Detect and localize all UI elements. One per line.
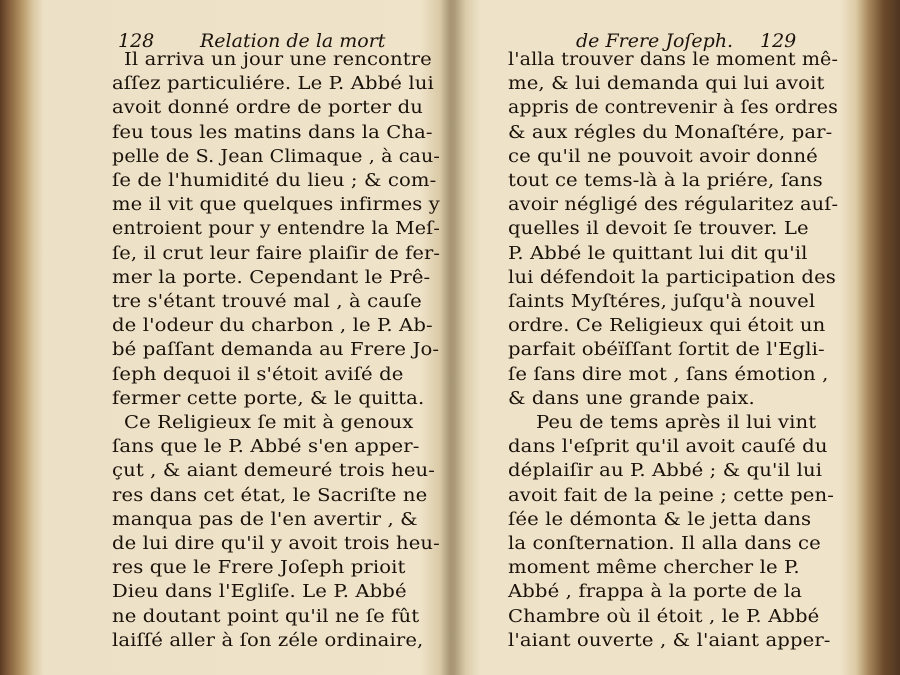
text-line: me, & lui demanda qui lui avoit (508, 74, 825, 95)
text-line: tre s'étant trouvé mal , à cauſe (112, 292, 422, 312)
text-line: avoit fait de la peine ; cette pen- (508, 485, 834, 506)
text-line: tout ce tems-là à la priére, ſans (508, 171, 823, 191)
text-line: Il arriva un jour une rencontre (124, 50, 432, 70)
text-line: ſeph dequoi il s'étoit aviſé de (112, 364, 404, 385)
text-line: la conſternation. Il alla dans ce (508, 534, 821, 554)
text-line: ſans que le P. Abbé s'en apper- (112, 437, 420, 458)
text-line: res dans cet état, le Sacriſte ne (112, 485, 428, 506)
text-line: manqua pas de l'en avertir , & (112, 509, 418, 530)
text-line: mer la porte. Cependant le Prê- (112, 267, 431, 288)
text-line: Ce Religieux ſe mit à genoux (124, 413, 414, 433)
text-line: ne doutant point qu'il ne ſe fût (112, 606, 420, 627)
text-line: Dieu dans l'Egliſe. Le P. Abbé (112, 582, 407, 603)
text-line: ſe de l'humidité du lieu ; & com- (112, 171, 437, 191)
left-page (40, 0, 445, 675)
right-running-head: de Frere Joſeph. (576, 30, 734, 52)
left-running-head: Relation de la mort (200, 30, 386, 52)
right-page (458, 0, 858, 675)
text-line: res que le Frere Joſeph prioit (112, 558, 406, 579)
text-line: feu tous les matins dans la Cha- (112, 122, 433, 143)
text-line: l'alla trouver dans le moment mê- (508, 50, 839, 70)
text-line: dans l'eſprit qu'il avoit cauſé du (508, 437, 828, 458)
text-line: entroient pour y entendre la Meſ- (112, 219, 440, 240)
text-line: pelle de S. Jean Climaque , à cau- (112, 146, 440, 167)
text-line: & dans une grande paix. (508, 388, 755, 409)
text-line: lui défendoit la participation des (508, 267, 836, 288)
text-line: Chambre où il étoit , le P. Abbé (508, 606, 820, 627)
text-line: de l'odeur du charbon , le P. Ab- (112, 316, 433, 337)
right-page-number: 129 (760, 30, 797, 52)
text-line: de lui dire qu'il y avoit trois heu- (112, 534, 440, 554)
text-line: çut , & aiant demeuré trois heu- (112, 461, 436, 482)
text-line: ſaints Myſtéres, juſqu'à nouvel (508, 292, 816, 312)
text-line: aſſez particuliére. Le P. Abbé lui (112, 74, 434, 95)
left-page-number: 128 (118, 30, 155, 52)
text-line: ſée le démonta & le jetta dans (508, 509, 812, 530)
text-line: l'aiant ouverte , & l'aiant apper- (508, 630, 831, 651)
text-line: avoir négligé des régularitez auſ- (508, 195, 839, 216)
text-line: parfait obéïſſant ſortit de l'Egli- (508, 340, 825, 361)
text-line: ſe ſans dire mot , ſans émotion , (508, 364, 829, 385)
text-line: laiſſé aller à ſon zéle ordinaire, (112, 630, 424, 651)
text-line: bé paſſant demanda au Frere Jo- (112, 340, 440, 361)
text-line: P. Abbé le quittant lui dit qu'il (508, 243, 808, 264)
text-line: Peu de tems après il lui vint (536, 413, 817, 433)
text-line: me il vit que quelques infirmes y (112, 195, 440, 216)
text-line: ordre. Ce Religieux qui étoit un (508, 316, 826, 337)
text-line: moment même chercher le P. (508, 558, 800, 579)
text-line: quelles il devoit ſe trouver. Le (508, 219, 809, 240)
text-line: appris de contrevenir à ſes ordres (508, 98, 838, 119)
text-line: avoit donné ordre de porter du (112, 98, 423, 119)
text-line: ce qu'il ne pouvoit avoir donné (508, 146, 818, 167)
text-line: fermer cette porte, & le quitta. (112, 388, 425, 409)
text-line: déplaiſir au P. Abbé ; & qu'il lui (508, 461, 823, 482)
text-line: ſe, il crut leur faire plaiſir de fer- (112, 243, 441, 264)
text-line: & aux régles du Monaſtére, par- (508, 122, 833, 143)
text-line: Abbé , frappa à la porte de la (508, 582, 803, 603)
